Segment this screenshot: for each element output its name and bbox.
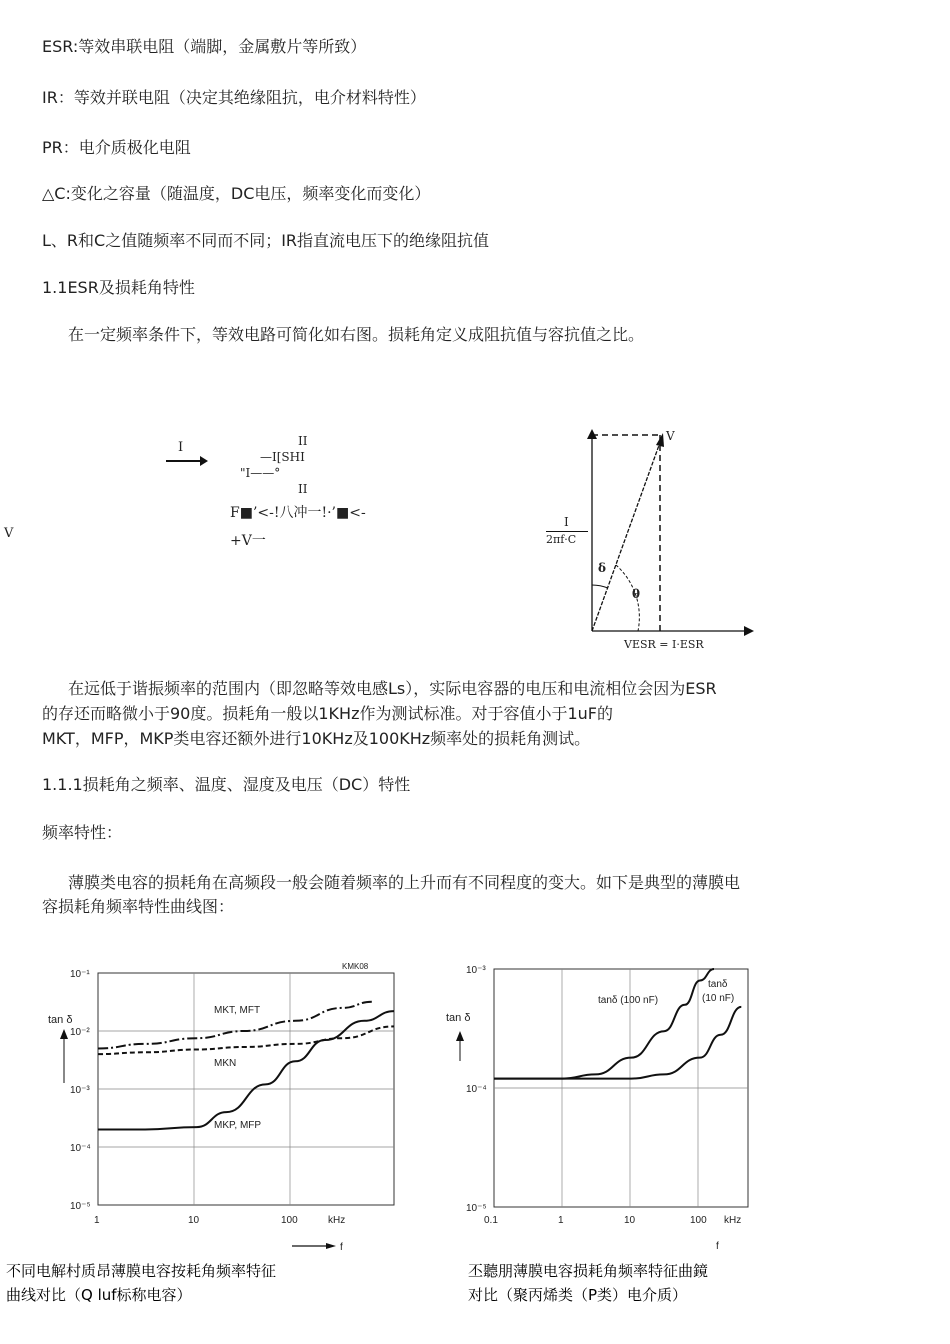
label-mkn: MKN xyxy=(214,1058,237,1069)
fraction-bar xyxy=(546,531,588,532)
left-caption-line-1: 不同电解村质昂薄膜电容按耗角频率特征 xyxy=(6,1262,277,1280)
phasor-fraction-numerator: I xyxy=(564,515,569,529)
label-mkp-mfp: MKP, MFP xyxy=(214,1120,262,1131)
left-ytick-1: 10⁻² xyxy=(70,1027,90,1038)
left-chart-svg xyxy=(30,955,410,1255)
right-chart xyxy=(440,955,780,1255)
right-ylabel: tan δ xyxy=(446,1012,471,1024)
phasor-diagram xyxy=(540,425,770,660)
margin-v-label: V xyxy=(4,526,14,541)
text-ir: IR：等效并联电阻（决定其绝缘阻抗，电介材料特性） xyxy=(42,88,426,107)
text-resonance-2: 的存还而略微小于90度。损耗角一般以1KHz作为测试标准。对于容值小于1uF的 xyxy=(42,704,613,723)
text-esr: ESR:等效串联电阻（端脚，金属敷片等所致） xyxy=(42,37,367,56)
left-xtick-2: 100 xyxy=(281,1215,298,1226)
text-frequency-characteristic: 频率特性： xyxy=(42,823,123,842)
circuit-line-4: II xyxy=(298,482,308,496)
text-resonance-3: MKT，MFP，MKP类电容还额外进行10KHz及100KHz频率处的损耗角测试。 xyxy=(42,729,591,748)
section-heading-1-1-1: 1.1.1损耗角之频率、温度、湿度及电压（DC）特性 xyxy=(42,775,411,794)
text-film-capacitor-1: 薄膜类电容的损耗角在高频段一般会随着频率的上升而有不同程度的变大。如下是典型的薄膜电 xyxy=(68,873,741,892)
series-line-1-1 xyxy=(494,1007,741,1079)
left-xtick-1: 10 xyxy=(188,1215,200,1226)
right-ytick-2: 10⁻⁵ xyxy=(466,1203,487,1214)
text-delta-c: △C:变化之容量（随温度，DC电压，频率变化而变化） xyxy=(42,184,431,203)
left-ytick-3: 10⁻⁴ xyxy=(70,1143,91,1154)
circuit-line-6: +V一 xyxy=(230,533,266,549)
section-heading-1-1: 1.1ESR及损耗角特性 xyxy=(42,278,195,297)
left-xtick-0: 1 xyxy=(94,1215,100,1226)
circuit-line-2: —I[SHI xyxy=(260,450,305,464)
vesr-label: VESR = I·ESR xyxy=(624,638,704,651)
left-ytick-0: 10⁻¹ xyxy=(70,969,90,980)
current-arrow-label: I xyxy=(178,440,184,455)
right-caption-line-2: 对比（聚丙烯类（P类）电介质） xyxy=(468,1286,688,1304)
phasor-fraction-denominator: 2πf·C xyxy=(546,533,577,546)
circuit-line-5: F■’<-!八冲一!·’■<- xyxy=(230,505,366,521)
right-caption-line-1: 丕聽朋薄膜电容损耗角频率特征曲鏡 xyxy=(468,1262,709,1280)
left-chart xyxy=(30,955,410,1255)
delta-angle-label: δ xyxy=(598,561,607,575)
chart-code-label: KMK08 xyxy=(342,962,369,971)
text-lrc: L、R和C之值随频率不同而不同；IR指直流电压下的绝缘阻抗值 xyxy=(42,231,490,250)
right-xtick-0: 0.1 xyxy=(484,1215,498,1226)
text-pr: PR：电介质极化电阻 xyxy=(42,138,191,157)
circuit-line-3: "I——° xyxy=(240,466,281,480)
left-x-arrow-label: f xyxy=(340,1242,343,1253)
text-resonance-1: 在远低于谐振频率的范围内（即忽略等效电感Ls），实际电容器的电压和电流相位会因为ESR xyxy=(68,679,717,698)
label-tan-100nf: tanδ (100 nF) xyxy=(598,995,659,1006)
label-tan-10nf-1: tanδ xyxy=(708,979,728,990)
label-tan-10nf-2: (10 nF) xyxy=(702,993,735,1004)
right-xtick-1: 1 xyxy=(558,1215,564,1226)
right-ytick-0: 10⁻³ xyxy=(466,965,486,976)
series-line-1-0 xyxy=(494,969,714,1079)
left-ytick-4: 10⁻⁵ xyxy=(70,1201,91,1212)
text-equivalent-circuit: 在一定频率条件下，等效电路可简化如右图。损耗角定义成阻抗值与容抗值之比。 xyxy=(68,325,645,344)
left-xtick-unit: kHz xyxy=(328,1215,346,1226)
right-xtick-3: 100 xyxy=(690,1215,707,1226)
equivalent-circuit-figure xyxy=(160,432,420,552)
left-ylabel: tan δ xyxy=(48,1014,73,1026)
right-xtick-2: 10 xyxy=(624,1215,636,1226)
right-chart-svg xyxy=(440,955,780,1255)
text-film-capacitor-2: 容损耗角频率特性曲线图： xyxy=(42,897,235,916)
right-xtick-unit: kHz xyxy=(724,1215,742,1226)
phasor-v-label: V xyxy=(666,429,675,443)
left-ytick-2: 10⁻³ xyxy=(70,1085,90,1096)
circuit-line-1: II xyxy=(298,434,308,448)
label-mkt-mft: MKT, MFT xyxy=(214,1005,261,1016)
right-x-arrow-label: f xyxy=(716,1241,719,1252)
series-line-0-2 xyxy=(98,1011,394,1129)
left-caption-line-2: 曲线对比（Q luf标称电容） xyxy=(6,1286,192,1304)
theta-angle-label: θ xyxy=(632,587,641,601)
right-ytick-1: 10⁻⁴ xyxy=(466,1084,487,1095)
